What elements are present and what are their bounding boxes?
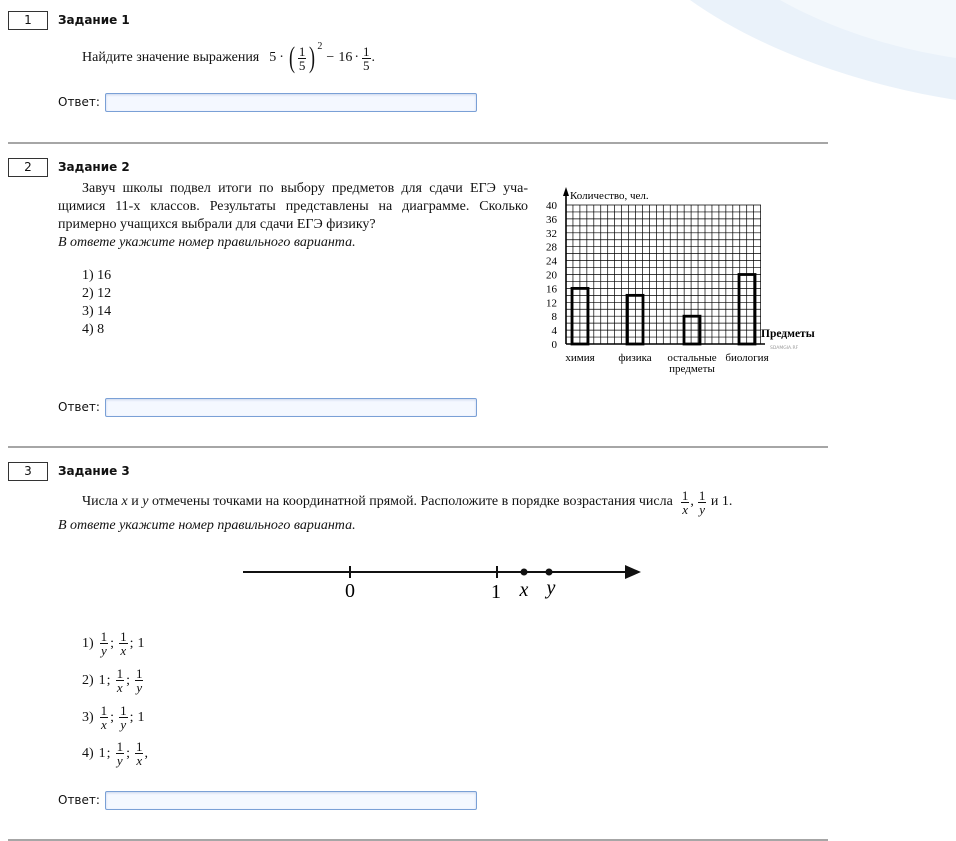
option: 3) 14 <box>82 304 112 319</box>
separator: ; <box>110 635 115 651</box>
numerator: 1 <box>135 666 143 681</box>
option: 2) 12 <box>82 286 112 301</box>
divider <box>8 446 828 448</box>
numerator: 1 <box>100 703 108 718</box>
right-paren: ) <box>309 41 316 74</box>
y-tick-label: 16 <box>546 283 557 296</box>
numerator: 1 <box>135 739 143 754</box>
option <box>82 704 144 731</box>
task-text: отмечены точками на координатной прямой. Расположите в порядке возрастания числа <box>151 494 673 509</box>
separator: ; <box>126 745 130 761</box>
separator: , <box>690 494 694 509</box>
denominator: 5 <box>363 57 370 73</box>
task-text: Числа <box>82 494 119 509</box>
task-title: Задание 3 <box>58 464 130 478</box>
x-tick-label: химия <box>565 352 595 364</box>
separator: ; <box>126 672 130 688</box>
numerator: 1 <box>120 629 127 644</box>
y-axis-arrow <box>563 187 569 196</box>
y-tick-label: 12 <box>546 297 557 310</box>
task-statement <box>58 180 528 252</box>
fraction <box>681 489 690 516</box>
option <box>82 667 144 694</box>
x-axis-title: Предметы <box>761 328 815 340</box>
task-text: и 1. <box>710 494 733 509</box>
variable-x: x <box>121 494 128 509</box>
y-tick-label: 36 <box>546 213 557 226</box>
option-label: 2) <box>82 672 94 688</box>
task-number: 1 <box>8 11 48 30</box>
arrow-head <box>625 565 641 579</box>
option-label: 1) <box>82 635 94 651</box>
y-tick-label: 20 <box>546 269 557 282</box>
exponent: 2 <box>317 40 323 52</box>
option-label: 4) <box>82 745 94 761</box>
option: 4) 8 <box>82 322 105 337</box>
numerator: 1 <box>298 43 306 59</box>
y-tick-label: 8 <box>551 311 557 324</box>
denominator: 5 <box>298 57 306 73</box>
instruction: В ответе укажите номер правильного варианта. <box>58 518 356 533</box>
task-number: 2 <box>8 158 48 177</box>
left-paren: ( <box>288 41 295 74</box>
option-term: 1 <box>137 635 145 651</box>
denominator: y <box>101 643 107 658</box>
answer-label: Ответ: <box>58 95 100 109</box>
x-tick-label: остальные <box>667 352 717 364</box>
watermark: SDAMGIA.RF <box>770 346 799 351</box>
numerator: 1 <box>116 739 124 754</box>
numerator: 1 <box>363 43 370 59</box>
y-tick-label: 28 <box>546 241 557 254</box>
numerator: 1 <box>681 487 689 503</box>
x-tick-label: физика <box>618 352 652 364</box>
y-axis-title: Количество, чел. <box>570 190 649 202</box>
answer-label: Ответ: <box>58 400 100 414</box>
separator: ; <box>106 672 111 688</box>
task-text: Найдите значение выражения <box>82 50 260 65</box>
option-tail: , <box>144 745 148 761</box>
math-expression <box>269 40 375 74</box>
option <box>82 740 148 767</box>
task-title: Задание 1 <box>58 13 130 27</box>
answer-input-task-1[interactable] <box>105 93 477 112</box>
denominator: x <box>120 643 127 658</box>
numerator: 1 <box>116 666 124 681</box>
label-zero: 0 <box>345 580 355 602</box>
option: 1) 16 <box>82 268 112 283</box>
fraction <box>116 740 125 767</box>
task-title: Задание 2 <box>58 160 130 174</box>
fraction <box>116 667 125 694</box>
fraction <box>119 704 128 731</box>
task-text: и <box>131 494 139 509</box>
separator: ; <box>110 709 115 725</box>
separator: ; <box>129 635 134 651</box>
numerator: 1 <box>120 703 127 718</box>
denominator: x <box>116 680 123 695</box>
task-text-line: щимися 11-х классов. Результаты представлены на диаграмме. Сколько <box>58 199 528 214</box>
point-x <box>521 569 528 576</box>
option <box>82 630 144 657</box>
label-y: y <box>546 577 556 599</box>
label-x: x <box>519 579 529 601</box>
answer-label: Ответ: <box>58 793 100 807</box>
fraction <box>298 45 307 72</box>
denominator: x <box>136 753 143 768</box>
fraction <box>135 667 144 694</box>
x-tick-label: биология <box>725 352 769 364</box>
denominator: y <box>699 501 705 517</box>
label-one: 1 <box>491 581 501 603</box>
expr-operator: · <box>354 50 359 65</box>
expr-term: 16 <box>338 50 353 65</box>
option-term: 1 <box>98 745 106 761</box>
fraction <box>100 704 109 731</box>
fraction <box>119 630 128 657</box>
y-tick-label: 24 <box>546 255 557 268</box>
answer-input-task-2[interactable] <box>105 398 477 417</box>
expr-operator: · <box>279 50 284 65</box>
number-line <box>235 555 655 605</box>
fraction <box>100 630 109 657</box>
task-statement <box>82 38 375 78</box>
divider <box>8 142 828 144</box>
task-text-line: Завуч школы подвел итоги по выбору предметов для сдачи ЕГЭ уча- <box>82 181 528 196</box>
expr-term: 5 <box>269 50 277 65</box>
task-statement <box>82 484 732 520</box>
expr-operator: − <box>326 50 335 65</box>
fraction <box>362 45 371 72</box>
y-tick-label: 32 <box>546 227 557 240</box>
task-text-line: примерно учащихся выбрали для сдачи ЕГЭ физику? <box>58 217 376 232</box>
separator: ; <box>106 745 111 761</box>
instruction: В ответе укажите номер правильного варианта. <box>58 235 356 250</box>
separator: ; <box>129 709 134 725</box>
x-tick-label: предметы <box>669 363 715 375</box>
fraction <box>135 740 144 767</box>
variable-y: y <box>142 494 149 509</box>
y-tick-label: 40 <box>546 200 557 212</box>
denominator: y <box>136 680 143 695</box>
option-label: 3) <box>82 709 94 725</box>
y-tick-label: 0 <box>551 339 557 351</box>
task-number: 3 <box>8 462 48 481</box>
denominator: y <box>120 717 127 732</box>
denominator: y <box>116 753 123 768</box>
option-term: 1 <box>137 709 145 725</box>
answer-input-task-3[interactable] <box>105 791 477 810</box>
denominator: x <box>101 717 107 732</box>
bar-chart <box>530 185 825 375</box>
numerator: 1 <box>100 629 108 644</box>
fraction <box>698 489 707 516</box>
expr-end: . <box>371 50 375 65</box>
denominator: x <box>682 501 688 517</box>
option-term: 1 <box>98 672 106 688</box>
y-tick-label: 4 <box>551 325 557 338</box>
point-y <box>546 569 553 576</box>
numerator: 1 <box>698 487 706 503</box>
